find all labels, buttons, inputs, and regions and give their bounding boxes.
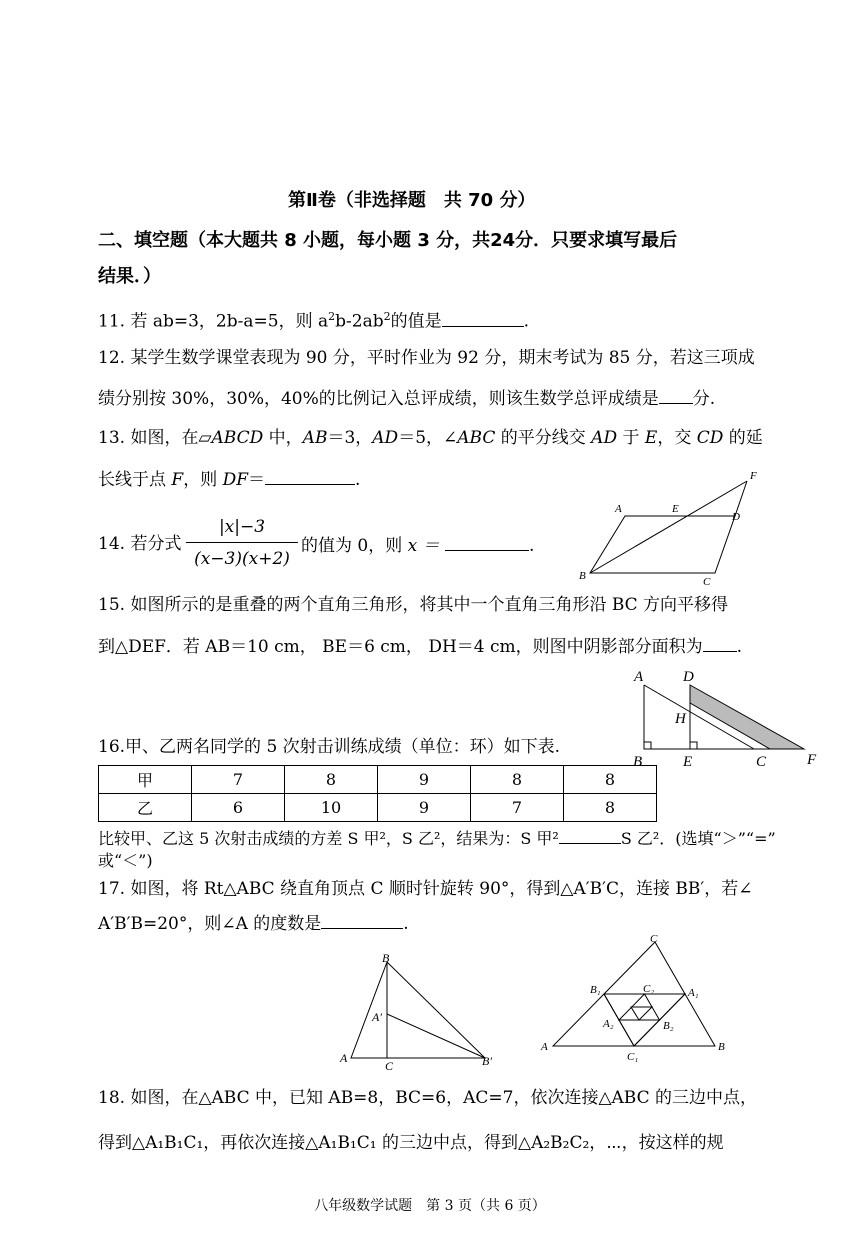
question-14-intro: 14. 若分式 — [98, 534, 182, 554]
question-17-line2: A′B′B=20°，则∠A 的度数是 . — [98, 914, 409, 934]
table-cell: 8 — [564, 794, 657, 822]
answer-blank[interactable] — [321, 914, 403, 929]
question-15-line1: 15. 如图所示的是重叠的两个直角三角形，将其中一个直角三角形沿 BC 方向平移得 — [98, 595, 729, 615]
label-A: A — [340, 1051, 348, 1065]
triangles-figure — [630, 665, 825, 770]
label-B2: B₂ — [663, 1020, 674, 1032]
label-C2: C₂ — [643, 983, 655, 995]
rotation-figure — [335, 950, 505, 1075]
label-A-prime: A′ — [372, 1010, 382, 1024]
label-B: B — [579, 570, 586, 582]
answer-blank[interactable] — [703, 637, 737, 652]
table-cell: 8 — [285, 766, 378, 794]
parallelogram-figure — [575, 465, 765, 588]
label-A: A — [541, 1041, 548, 1053]
label-D: D — [732, 511, 740, 523]
answer-blank[interactable] — [445, 536, 529, 551]
part-heading-line2: 结果．） — [98, 266, 161, 287]
table-cell: 8 — [564, 766, 657, 794]
table-cell: 7 — [192, 766, 285, 794]
fraction-numerator: |x|−3 — [218, 517, 266, 537]
answer-blank[interactable] — [559, 829, 621, 844]
label-E: E — [683, 754, 693, 770]
question-11: 11. 若 ab=3，2b-a=5，则 $a^2b-2ab^2$的值是 . — [98, 310, 529, 332]
answer-blank[interactable] — [659, 389, 693, 404]
label-A1: A₁ — [688, 987, 699, 999]
table-cell: 6 — [192, 794, 285, 822]
question-16-line2: 或“＜”) — [98, 851, 153, 870]
table-cell: 9 — [378, 794, 471, 822]
question-12-line2: 绩分别按 30%，30%，40%的比例记入总评成绩，则该生数学总评成绩是 分. — [98, 389, 716, 409]
row-name: 甲 — [99, 766, 192, 794]
fraction-bar — [186, 542, 298, 543]
label-C: C — [650, 933, 658, 945]
label-B: B — [633, 754, 643, 770]
table-cell: 8 — [471, 766, 564, 794]
label-A2: A₂ — [603, 1018, 614, 1030]
question-18-line2: 得到△A₁B₁C₁，再依次连接△A₁B₁C₁ 的三边中点，得到△A₂B₂C₂，⋯，按这样的规 — [98, 1133, 724, 1153]
label-H: H — [675, 711, 686, 727]
question-13-line2: 长线于点 F，则 DF＝ . — [98, 470, 361, 490]
label-E: E — [672, 503, 679, 515]
label-F: F — [750, 470, 757, 482]
label-C: C — [385, 1059, 394, 1073]
answer-blank[interactable] — [442, 312, 524, 327]
question-15-line2: 到△DEF．若 AB＝10 cm， BE＝6 cm， DH＝4 cm，则图中阴影部分面积为 . — [98, 637, 743, 657]
label-A: A — [634, 669, 644, 685]
section-title: 第Ⅱ卷（非选择题 共 70 分） — [288, 190, 536, 211]
label-B: B — [382, 951, 390, 965]
midpoint-figure — [535, 930, 740, 1065]
table-cell: 9 — [378, 766, 471, 794]
fraction-denominator: (x−3)(x+2) — [194, 549, 290, 569]
question-18-line1: 18. 如图，在△ABC 中，已知 AB=8，BC=6，AC=7，依次连接△ABC 的三边中点， — [98, 1088, 758, 1108]
table-cell: 10 — [285, 794, 378, 822]
label-F: F — [807, 752, 817, 768]
question-16-intro: 16.甲、乙两名同学的 5 次射击训练成绩（单位：环）如下表. — [98, 737, 561, 757]
label-B1: B₁ — [590, 984, 601, 996]
question-17-line1: 17. 如图，将 Rt△ABC 绕直角顶点 C 顺时针旋转 90°，得到△A′B′C，连接 BB′，若∠ — [98, 879, 753, 899]
label-C1: C₁ — [627, 1051, 639, 1063]
label-C: C — [703, 576, 711, 588]
table-row — [99, 794, 657, 822]
question-12-line1: 12. 某学生数学课堂表现为 90 分，平时作业为 92 分，期末考试为 85 分，若这三项成 — [98, 348, 755, 368]
label-B: B — [718, 1041, 725, 1053]
label-A: A — [615, 503, 622, 515]
page-footer: 八年级数学试题 第 3 页（共 6 页） — [314, 1198, 546, 1214]
question-13-line1: 13. 如图，在▱ABCD 中，AB＝3，AD＝5，∠ABC 的平分线交 AD 于 E，交 CD 的延 — [98, 428, 763, 448]
question-16-line1: 比较甲、乙这 5 次射击成绩的方差 S 甲²，S 乙²，结果为：S 甲² S 乙²．(选填“＞”“=” — [98, 829, 776, 848]
label-B-prime: B′ — [482, 1054, 492, 1068]
question-14-end: 的值为 0，则 x ＝ . — [301, 536, 535, 556]
part-heading-line1: 二、填空题（本大题共 8 小题，每小题 3 分，共24分．只要求填写最后 — [98, 230, 678, 251]
label-C: C — [756, 754, 767, 770]
row-name: 乙 — [99, 794, 192, 822]
answer-blank[interactable] — [265, 470, 355, 485]
table-cell: 7 — [471, 794, 564, 822]
label-D: D — [683, 669, 694, 685]
table-row — [99, 766, 657, 794]
score-table — [98, 765, 657, 822]
